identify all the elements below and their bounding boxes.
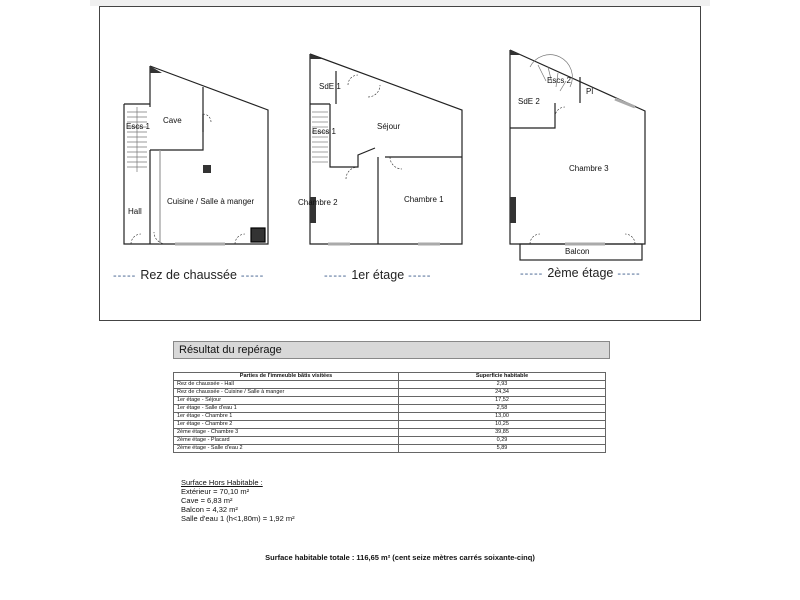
row-value: 2,93 [399, 381, 606, 389]
hors-habitable-line: Extérieur = 70,10 m² [181, 487, 250, 496]
table-header-row [174, 373, 606, 381]
row-value: 17,52 [399, 397, 606, 405]
row-value: 13,00 [399, 413, 606, 421]
column-header-superficie: Superficie habitable [399, 373, 606, 381]
row-part: 2ème étage - Salle d'eau 2 [174, 445, 399, 453]
table-row [174, 429, 606, 437]
dash-left: ----- [324, 270, 348, 282]
floor-label-1er [324, 268, 431, 282]
floor-label-rdc [113, 268, 264, 282]
plan-rdc-stairs [127, 107, 147, 172]
dash-right: ----- [617, 268, 641, 280]
row-part: 1er étage - Chambre 2 [174, 421, 399, 429]
table-row [174, 413, 606, 421]
floor-label-2eme [520, 266, 641, 280]
row-value: 39,85 [399, 429, 606, 437]
column-header-parts: Parties de l'immeuble bâtis visitées [174, 373, 399, 381]
row-part: Rez de chaussée - Hall [174, 381, 399, 389]
table-row [174, 405, 606, 413]
room-label-balcon: Balcon [565, 247, 590, 256]
room-label-chambre3: Chambre 3 [569, 164, 609, 173]
room-label-sde1: SdE 1 [319, 82, 341, 91]
dash-left: ----- [520, 268, 544, 280]
row-part: 2ème étage - Chambre 3 [174, 429, 399, 437]
plan-rdc-walls [124, 66, 268, 244]
room-label-sejour: Séjour [377, 122, 401, 131]
row-part: 1er étage - Chambre 1 [174, 413, 399, 421]
floor-title-2eme: 2ème étage [547, 266, 614, 280]
room-label-chambre2: Chambre 2 [298, 198, 338, 207]
row-part: 1er étage - Salle d'eau 1 [174, 405, 399, 413]
plan-2eme-walls [510, 50, 645, 260]
room-label-chambre1: Chambre 1 [404, 195, 444, 204]
table-row [174, 389, 606, 397]
row-value: 0,29 [399, 437, 606, 445]
table-row [174, 397, 606, 405]
row-value: 5,89 [399, 445, 606, 453]
room-label-sde2: SdE 2 [518, 97, 540, 106]
surface-habitable-totale: Surface habitable totale : 116,65 m² (cent seize mètres carrés soixante-cinq) [265, 553, 535, 562]
floor-plans [99, 6, 701, 321]
surface-hors-habitable [181, 478, 295, 523]
room-label-escs2: Escs 2 [547, 76, 572, 85]
plan-1er-stairs [312, 112, 328, 162]
dash-left: ----- [113, 270, 137, 282]
room-label-cave: Cave [163, 116, 182, 125]
results-table [173, 372, 606, 453]
hors-habitable-title: Surface Hors Habitable : [181, 478, 263, 487]
room-label-hall: Hall [128, 207, 142, 216]
table-row [174, 445, 606, 453]
results-section-title: Résultat du repérage [173, 341, 610, 359]
row-value: 2,58 [399, 405, 606, 413]
floor-title-rdc: Rez de chaussée [140, 268, 237, 282]
room-label-cuisine: Cuisine / Salle à manger [167, 197, 255, 206]
room-label-escs-1er: Escs 1 [312, 127, 337, 136]
row-value: 24,34 [399, 389, 606, 397]
dash-right: ----- [408, 270, 432, 282]
floor-title-1er: 1er étage [351, 268, 405, 282]
room-label-placard: Pl [586, 87, 594, 96]
row-value: 10,25 [399, 421, 606, 429]
hors-habitable-line: Balcon = 4,32 m² [181, 505, 238, 514]
table-row [174, 381, 606, 389]
table-row [174, 437, 606, 445]
hors-habitable-line: Salle d'eau 1 (h<1,80m) = 1,92 m² [181, 514, 295, 523]
dash-right: ----- [240, 270, 265, 282]
hors-habitable-line: Cave = 6,83 m² [181, 496, 233, 505]
row-part: 1er étage - Séjour [174, 397, 399, 405]
row-part: Rez de chaussée - Cuisine / Salle à manger [174, 389, 399, 397]
room-label-escs-rdc: Escs 1 [126, 122, 151, 131]
table-row [174, 421, 606, 429]
plan-2eme-stairs [530, 55, 572, 91]
row-part: 2ème étage - Placard [174, 437, 399, 445]
